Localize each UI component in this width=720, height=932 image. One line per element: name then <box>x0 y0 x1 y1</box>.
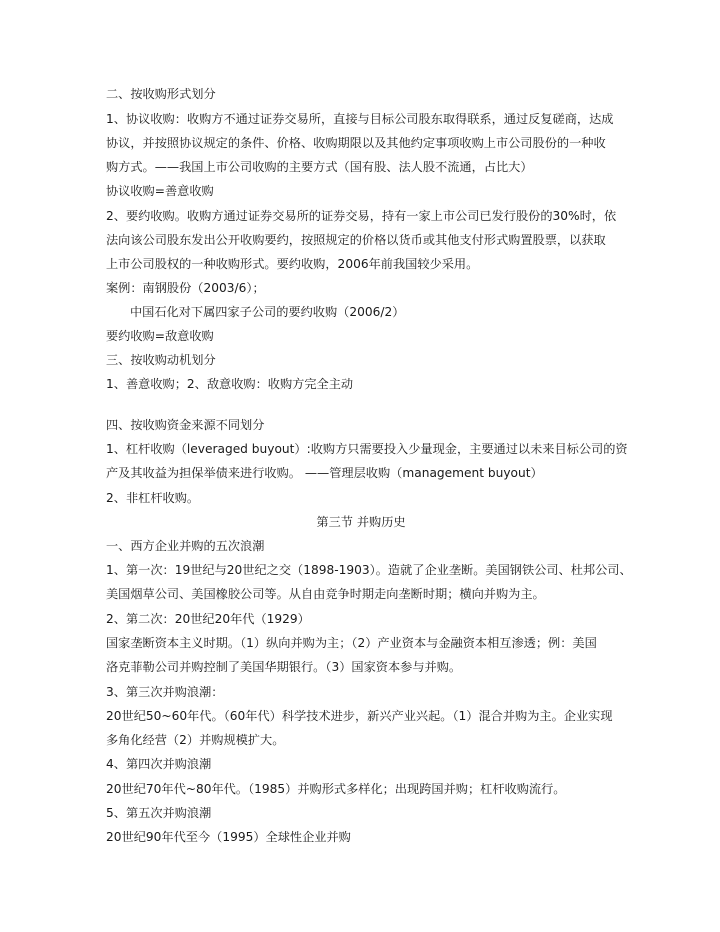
paragraph-line: 2、非杠杆收购。 <box>106 491 200 505</box>
heading-acquisition-motive: 三、按收购动机划分 <box>106 353 216 367</box>
paragraph-line: 20世纪70年代~80年代。（1985）并购形式多样化；出现跨国并购；杠杆收购流行。 <box>106 782 566 796</box>
paragraph-line: 上市公司股权的一种收购形式。要约收购，2006年前我国较少采用。 <box>106 257 479 271</box>
heading-third-wave: 3、第三次并购浪潮： <box>106 685 224 699</box>
paragraph-line: 协议，并按照协议规定的条件、价格、收购期限以及其他约定事项收购上市公司股份的一种收 <box>106 136 606 150</box>
paragraph-line: 洛克菲勒公司并购控制了美国华期银行。（3）国家资本参与并购。 <box>106 660 462 674</box>
paragraph-line: 案例：南钢股份（2003/6）； <box>106 281 265 295</box>
paragraph-line: 购方式。——我国上市公司收购的主要方式（国有股、法人股不流通，占比大） <box>106 160 533 174</box>
paragraph-line: 20世纪90年代至今（1995）全球性企业并购 <box>106 830 351 844</box>
paragraph-line: 多角化经营（2）并购规模扩大。 <box>106 733 285 747</box>
heading-five-waves: 一、西方企业并购的五次浪潮 <box>106 539 265 553</box>
paragraph-line: 20世纪50~60年代。（60年代）科学技术进步，新兴产业兴起。（1）混合并购为主。企业实现 <box>106 709 613 723</box>
section-title: 第三节 并购历史 <box>316 515 406 529</box>
paragraph-line: 1、善意收购；2、敌意收购：收购方完全主动 <box>106 377 354 391</box>
paragraph-line: 1、杠杆收购（leveraged buyout）:收购方只需要投入少量现金，主要通过以未来目标公司的资 <box>106 442 628 456</box>
paragraph-line: 法向该公司股东发出公开收购要约，按照规定的价格以货币或其他支付形式购置股票，以获取 <box>106 233 606 247</box>
paragraph-line: 中国石化对下属四家子公司的要约收购（2006/2） <box>130 305 405 319</box>
paragraph-line: 产及其收益为担保举债来进行收购。 ——管理层收购（management buyout） <box>106 466 543 480</box>
paragraph-line: 要约收购=敌意收购 <box>106 329 214 343</box>
heading-funding-source: 四、按收购资金来源不同划分 <box>106 418 265 432</box>
paragraph-line: 1、协议收购：收购方不通过证券交易所，直接与目标公司股东取得联系，通过反复磋商，达成 <box>106 112 614 126</box>
heading-fourth-wave: 4、第四次并购浪潮 <box>106 757 212 771</box>
heading-fifth-wave: 5、第五次并购浪潮 <box>106 806 212 820</box>
paragraph-line: 美国烟草公司、美国橡胶公司等。从自由竞争时期走向垄断时期；横向并购为主。 <box>106 587 545 601</box>
paragraph-line: 1、第一次：19世纪与20世纪之交（1898-1903）。造就了企业垄断。美国钢铁公司、杜邦公司、 <box>106 563 632 577</box>
paragraph-line: 协议收购=善意收购 <box>106 184 214 198</box>
paragraph-line: 2、要约收购。收购方通过证券交易所的证券交易，持有一家上市公司已发行股份的30%时，依 <box>106 209 617 223</box>
paragraph-line: 2、第二次：20世纪20年代（1929） <box>106 612 310 626</box>
paragraph-line: 国家垄断资本主义时期。（1）纵向并购为主；（2）产业资本与金融资本相互渗透；例：美国 <box>106 636 597 650</box>
heading-acquisition-form: 二、按收购形式划分 <box>106 87 216 101</box>
